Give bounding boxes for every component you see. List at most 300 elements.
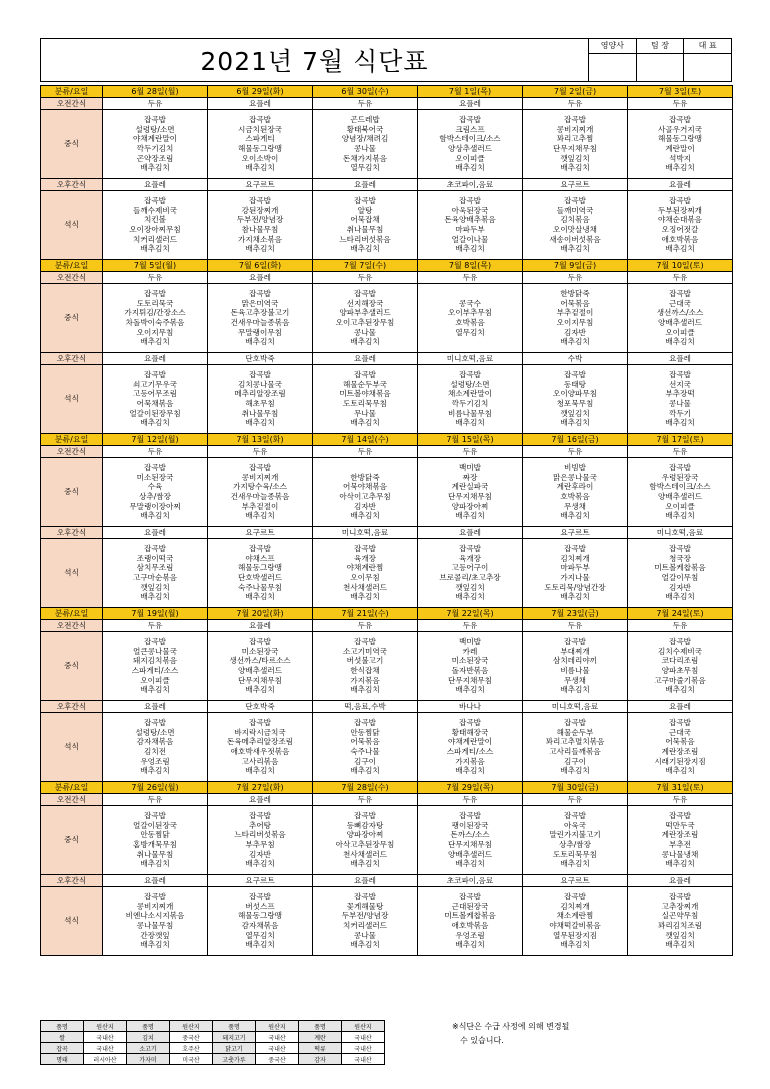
- legend-origin: 국내산: [256, 1043, 299, 1054]
- menu-item: 야채계란말이: [447, 737, 492, 747]
- lunch-cell: [628, 806, 733, 875]
- menu-item: 배추김치: [140, 244, 170, 254]
- week-header-row: [41, 260, 733, 272]
- lunch-label: 중식: [41, 458, 103, 527]
- menu-item: 마파두부: [455, 225, 485, 234]
- lunch-label: 중식: [41, 110, 103, 179]
- change-notice: [452, 1020, 569, 1048]
- menu-item: 미트볼케찹볶음: [444, 911, 496, 921]
- menu-item: 양배추샐러드: [237, 666, 282, 675]
- day-header: 7월 21일(수): [313, 608, 418, 620]
- dinner-cell: [418, 713, 523, 782]
- day-header: 7월 10일(토): [628, 260, 733, 272]
- pm-snack-cell: 요플레: [628, 353, 733, 365]
- menu-item: 얼갈이된장국: [132, 820, 177, 830]
- dinner-row: [41, 365, 733, 434]
- menu-item: 잡곡밥: [563, 892, 586, 902]
- legend-origin: 원산지: [170, 1021, 213, 1032]
- pm-snack-label: 오후간식: [41, 875, 103, 887]
- menu-item: 오이피클: [665, 501, 695, 511]
- menu-item: 배추김치: [350, 859, 380, 869]
- day-header: 7월 6일(화): [208, 260, 313, 272]
- week-header-row: [41, 434, 733, 446]
- approval-box: [589, 39, 731, 81]
- menu-item: 콩국수: [458, 298, 481, 308]
- menu-item: 스파게티/소스: [446, 747, 494, 756]
- dinner-cell: [313, 539, 418, 608]
- menu-item: 미트볼케찹볶음: [654, 563, 706, 573]
- menu-item: 잡곡밥: [248, 289, 271, 299]
- lunch-cell: [103, 632, 208, 701]
- menu-item: 김구이: [353, 756, 376, 766]
- week-header-row: [41, 782, 733, 794]
- pm-snack-cell: 요플레: [313, 353, 418, 365]
- menu-item: 가지튀김/간장소스: [124, 308, 186, 318]
- menu-item: 치커리샐러드: [132, 234, 177, 244]
- menu-item: 꽈리고추찜: [556, 134, 594, 144]
- day-header: 7월 16일(금): [523, 434, 628, 446]
- menu-item: 잡곡밥: [248, 115, 271, 125]
- menu-item: 알탕: [357, 205, 373, 215]
- legend-origin: 국내산: [84, 1043, 127, 1054]
- legend-food: 고춧가루: [213, 1054, 256, 1065]
- menu-item: 계란말이: [665, 144, 695, 153]
- legend-food: 닭고기: [213, 1043, 256, 1054]
- menu-item: 황태해장국: [451, 727, 489, 737]
- menu-item: 해물동그랑땡: [237, 144, 282, 153]
- menu-item: 배추김치: [665, 163, 695, 173]
- legend-food: 잡곡: [41, 1043, 84, 1054]
- menu-item: 배추김치: [350, 592, 380, 602]
- menu-item: 배추김치: [245, 859, 275, 869]
- dinner-cell: [313, 887, 418, 956]
- menu-item: 깻잎김치: [455, 582, 485, 592]
- menu-item: 배추김치: [560, 592, 590, 602]
- menu-item: 카레: [462, 646, 478, 656]
- menu-item: 안동찜닭: [140, 830, 170, 840]
- lunch-cell: [418, 806, 523, 875]
- menu-item: 콩비지찌개: [136, 901, 174, 911]
- menu-item: 근대국: [668, 727, 691, 737]
- lunch-cell: [208, 458, 313, 527]
- approval-dietitian: 영양사: [589, 39, 637, 53]
- menu-item: 배추김치: [245, 592, 275, 602]
- dinner-row: [41, 539, 733, 608]
- menu-item: 잡곡밥: [668, 544, 691, 554]
- menu-item: 배추김치: [665, 940, 695, 950]
- menu-item: 양배추샐러드: [447, 849, 492, 859]
- legend-food: 소고기: [127, 1043, 170, 1054]
- menu-item: 잡곡밥: [668, 289, 691, 299]
- am-snack-cell: 두유: [523, 794, 628, 806]
- menu-item: 미소된장국: [136, 472, 174, 482]
- day-header: 7월 1일(목): [418, 86, 523, 98]
- lunch-cell: [313, 458, 418, 527]
- menu-item: 배추김치: [350, 337, 380, 347]
- am-snack-cell: 두유: [313, 620, 418, 632]
- menu-item: 고구마순볶음: [132, 573, 177, 582]
- menu-item: 잡곡밥: [143, 718, 166, 728]
- pm-snack-row: [41, 179, 733, 191]
- menu-item: 잡곡밥: [458, 892, 481, 902]
- pm-snack-label: 오후간식: [41, 701, 103, 713]
- dinner-cell: [418, 365, 523, 434]
- menu-item: 두부전/양념장: [341, 911, 389, 921]
- note-line: 수 있습니다.: [460, 1036, 504, 1045]
- menu-item: 잡곡밥: [458, 544, 481, 554]
- menu-item: 잡곡밥: [353, 370, 376, 380]
- dinner-row: [41, 887, 733, 956]
- menu-item: 바지락시금치국: [234, 727, 286, 737]
- dinner-cell: [628, 713, 733, 782]
- day-header: 7월 24일(토): [628, 608, 733, 620]
- menu-item: 잡곡밥: [353, 811, 376, 821]
- dinner-cell: [313, 365, 418, 434]
- legend-origin: 원산지: [342, 1021, 385, 1032]
- menu-item: 김치찌개: [560, 553, 590, 563]
- menu-item: 양상추샐러드: [447, 144, 492, 153]
- pm-snack-cell: 미니호떡,음료: [418, 353, 523, 365]
- menu-item: 취나물무침: [346, 225, 384, 234]
- menu-item: 건새우마늘종볶음: [230, 318, 290, 327]
- menu-item: 깻잎김치: [560, 153, 590, 163]
- menu-item: 양념장/채려김: [341, 134, 389, 144]
- menu-item: 고사리들깨볶음: [549, 747, 601, 756]
- menu-item: 잡곡밥: [248, 544, 271, 554]
- menu-item: 해물순두부국: [342, 379, 387, 389]
- menu-item: 양파장아찌: [451, 501, 489, 511]
- menu-item: 시금치된장국: [237, 124, 282, 134]
- menu-item: 크림스프: [455, 124, 485, 134]
- menu-item: 잡곡밥: [248, 370, 271, 380]
- menu-item: 잡곡밥: [353, 196, 376, 206]
- legend-food: 계란: [299, 1032, 342, 1043]
- menu-item: 김치찌개: [560, 901, 590, 911]
- legend-food: 떡류: [299, 1043, 342, 1054]
- menu-item: 무말랭이장아찌: [129, 501, 181, 511]
- pm-snack-cell: 요구르트: [523, 179, 628, 191]
- pm-snack-cell: 요플레: [103, 701, 208, 713]
- menu-item: 오이피클: [455, 153, 485, 163]
- menu-item: 잡곡밥: [563, 544, 586, 554]
- lunch-cell: [628, 458, 733, 527]
- menu-item: 한식잡채: [350, 666, 380, 675]
- legend-origin: 중국산: [256, 1054, 299, 1065]
- menu-item: 김치전: [143, 747, 166, 756]
- dinner-cell: [418, 887, 523, 956]
- menu-item: 배추김치: [455, 940, 485, 950]
- menu-item: 무말랭이무침: [237, 327, 282, 337]
- pm-snack-cell: 요플레: [418, 527, 523, 539]
- am-snack-cell: 두유: [523, 446, 628, 458]
- legend-food: 돼지고기: [213, 1032, 256, 1043]
- am-snack-label: 오전간식: [41, 272, 103, 284]
- menu-item: 양배추샐러드: [657, 492, 702, 501]
- am-snack-cell: 두유: [103, 620, 208, 632]
- menu-item: 부추겉절이: [241, 501, 279, 511]
- menu-item: 고등어무조림: [132, 389, 177, 399]
- day-header: 7월 13일(화): [208, 434, 313, 446]
- menu-item: 사골우거지국: [657, 124, 702, 134]
- menu-item: 어묵잡채: [350, 215, 380, 225]
- am-snack-cell: 두유: [103, 98, 208, 110]
- menu-item: 간장깻잎: [140, 930, 170, 940]
- menu-item: 오이양파무침: [552, 389, 597, 399]
- pm-snack-cell: 요플레: [103, 527, 208, 539]
- menu-item: 배추김치: [665, 511, 695, 521]
- menu-item: 배추김치: [665, 244, 695, 254]
- menu-item: 배추김치: [455, 766, 485, 776]
- menu-item: 곤드레밥: [350, 115, 380, 125]
- menu-item: 새송이버섯볶음: [549, 234, 601, 244]
- menu-item: 배추김치: [245, 511, 275, 521]
- dinner-row: [41, 191, 733, 260]
- am-snack-cell: 두유: [418, 620, 523, 632]
- dinner-cell: [208, 191, 313, 260]
- dinner-label: 석식: [41, 887, 103, 956]
- menu-item: 잡곡밥: [143, 370, 166, 380]
- menu-item: 스파게티: [245, 134, 275, 144]
- menu-item: 설렁탕/소면: [135, 124, 175, 134]
- menu-item: 배추김치: [455, 418, 485, 428]
- menu-item: 배추김치: [140, 592, 170, 602]
- am-snack-cell: 두유: [418, 272, 523, 284]
- menu-item: 깻잎김치: [665, 930, 695, 940]
- day-header: 7월 14일(수): [313, 434, 418, 446]
- menu-item: 배추김치: [140, 766, 170, 776]
- day-header: 7월 7일(수): [313, 260, 418, 272]
- category-label: 분류/요일: [41, 86, 103, 98]
- menu-item: 돈육메추리알장조림: [226, 737, 294, 747]
- menu-item: 배추김치: [140, 163, 170, 173]
- menu-item: 잡곡밥: [353, 544, 376, 554]
- lunch-cell: [523, 458, 628, 527]
- menu-item: 쇠고기무우국: [132, 379, 177, 389]
- menu-item: 맑은콩나물국: [552, 472, 597, 482]
- dinner-cell: [103, 365, 208, 434]
- menu-item: 치킨볼: [143, 215, 166, 225]
- menu-item: 꽃게해물탕: [346, 901, 384, 911]
- menu-item: 감자채볶음: [241, 921, 279, 930]
- menu-item: 배추김치: [560, 244, 590, 254]
- menu-item: 코다리조림: [661, 656, 699, 666]
- menu-item: 잡곡밥: [563, 196, 586, 206]
- menu-item: 가지볶음: [350, 675, 380, 685]
- menu-item: 잡곡밥: [458, 196, 481, 206]
- menu-item: 선지해장국: [346, 298, 384, 308]
- day-header: 7월 3일(토): [628, 86, 733, 98]
- am-snack-cell: 두유: [523, 272, 628, 284]
- menu-item: 두부된장찌개: [657, 205, 702, 215]
- menu-item: 잡곡밥: [563, 370, 586, 380]
- category-label: 분류/요일: [41, 434, 103, 446]
- menu-item: 마파두부: [560, 563, 590, 573]
- menu-item: 오이피클: [140, 675, 170, 685]
- menu-item: 돼지김치볶음: [132, 656, 177, 666]
- legend-origin: 국내산: [256, 1032, 299, 1043]
- lunch-cell: [208, 632, 313, 701]
- menu-item: 배추김치: [140, 511, 170, 521]
- menu-item: 잡곡밥: [668, 811, 691, 821]
- menu-item: 잡곡밥: [668, 718, 691, 728]
- legend-origin: 미국산: [170, 1054, 213, 1065]
- menu-item: 깻잎김치: [560, 408, 590, 418]
- menu-item: 아삭이고추무침: [339, 492, 391, 501]
- legend-origin: 국내산: [84, 1032, 127, 1043]
- menu-item: 배추김치: [560, 940, 590, 950]
- menu-item: 배추김치: [245, 337, 275, 347]
- legend-origin: 러시아산: [84, 1054, 127, 1065]
- menu-item: 가지볶음: [455, 756, 485, 766]
- menu-item: 도토리묵/양념간장: [544, 582, 606, 592]
- menu-item: 근대된장국: [451, 901, 489, 911]
- legend-food: 감자: [299, 1054, 342, 1065]
- pm-snack-cell: 초코파이,음료: [418, 179, 523, 191]
- menu-item: 김치수제비국: [657, 646, 702, 656]
- menu-item: 상추/쌈장: [139, 492, 171, 501]
- am-snack-label: 오전간식: [41, 446, 103, 458]
- menu-item: 배추김치: [455, 511, 485, 521]
- menu-item: 콩나물: [668, 399, 691, 408]
- menu-item: 배추김치: [665, 592, 695, 602]
- menu-item: 배추김치: [140, 337, 170, 347]
- approval-sign-slot: [684, 54, 731, 81]
- pm-snack-label: 오후간식: [41, 353, 103, 365]
- menu-item: 김자반: [353, 501, 376, 511]
- menu-item: [313, 463, 417, 473]
- menu-item: 돈까스/소스: [450, 830, 490, 840]
- menu-item: 잡곡밥: [248, 196, 271, 206]
- legend-food: 품명: [127, 1021, 170, 1032]
- lunch-cell: [313, 806, 418, 875]
- pm-snack-cell: 미니호떡,음료: [523, 701, 628, 713]
- menu-item: 삼치무조림: [136, 563, 174, 573]
- menu-item: 아삭고추된장무침: [335, 840, 395, 849]
- origin-legend: [40, 1020, 385, 1065]
- am-snack-cell: 두유: [208, 446, 313, 458]
- menu-item: 잡곡밥: [143, 892, 166, 902]
- menu-item: 양파초무침: [661, 666, 699, 675]
- day-header: 7월 27일(화): [208, 782, 313, 794]
- am-snack-cell: 두유: [103, 446, 208, 458]
- menu-item: 들깨미역국: [556, 205, 594, 215]
- dinner-cell: [103, 539, 208, 608]
- pm-snack-cell: 요구르트: [208, 875, 313, 887]
- menu-item: 등뼈감자탕: [346, 820, 384, 830]
- dinner-cell: [208, 713, 313, 782]
- day-header: 6월 29일(화): [208, 86, 313, 98]
- am-snack-cell: 두유: [418, 794, 523, 806]
- menu-item: 함박스테이크/소스: [649, 482, 711, 492]
- lunch-cell: [523, 632, 628, 701]
- pm-snack-cell: 요플레: [313, 179, 418, 191]
- menu-item: 호박볶음: [560, 492, 590, 501]
- menu-item: 오이무침: [350, 573, 380, 582]
- menu-item: 야채떡갈비볶음: [549, 921, 601, 930]
- menu-item: 김자반: [248, 849, 271, 859]
- menu-item: 동태탕: [563, 379, 586, 389]
- lunch-cell: [208, 110, 313, 179]
- pm-snack-cell: 단호박죽: [208, 701, 313, 713]
- menu-item: 김구이: [563, 756, 586, 766]
- menu-item: 꽈리김치조림: [657, 921, 702, 930]
- day-header: 7월 8일(목): [418, 260, 523, 272]
- menu-item: 배추김치: [245, 244, 275, 254]
- category-label: 분류/요일: [41, 782, 103, 794]
- day-header: 7월 26일(월): [103, 782, 208, 794]
- menu-item: 돈채가지볶음: [342, 153, 387, 163]
- menu-item: 잡곡밥: [563, 637, 586, 647]
- menu-item: 얼갈이무침: [661, 573, 699, 582]
- category-label: 분류/요일: [41, 608, 103, 620]
- menu-item: 계란실파국: [451, 482, 489, 492]
- menu-item: 버섯불고기: [346, 656, 384, 666]
- dinner-cell: [523, 713, 628, 782]
- menu-item: 근대국: [668, 298, 691, 308]
- menu-item: 한방닭죽: [560, 289, 590, 299]
- menu-item: 배추김치: [455, 163, 485, 173]
- menu-item: 오이피클: [665, 327, 695, 337]
- menu-item: 김자반: [563, 327, 586, 337]
- menu-item: 콩나물: [353, 930, 376, 940]
- menu-item: 오이지무침: [556, 318, 594, 327]
- menu-item: 시래기된장지짐: [654, 756, 706, 766]
- lunch-label: 중식: [41, 284, 103, 353]
- lunch-cell: [103, 806, 208, 875]
- menu-item: 배추김치: [245, 940, 275, 950]
- menu-item: 배추김치: [665, 685, 695, 695]
- menu-item: 배추김치: [350, 418, 380, 428]
- menu-item: 배추김치: [245, 766, 275, 776]
- dinner-cell: [313, 713, 418, 782]
- menu-item: 콩나물: [353, 327, 376, 337]
- lunch-row: [41, 110, 733, 179]
- menu-item: 해물동그랑땡: [657, 134, 702, 144]
- menu-item: 육개장: [353, 553, 376, 563]
- menu-item: 부추겉절이: [556, 308, 594, 318]
- menu-item: 실곤약무침: [661, 911, 699, 921]
- am-snack-cell: 요플레: [208, 620, 313, 632]
- am-snack-label: 오전간식: [41, 620, 103, 632]
- pm-snack-label: 오후간식: [41, 179, 103, 191]
- menu-item: 백미밥: [458, 463, 481, 473]
- menu-item: 느타리버섯볶음: [339, 234, 391, 244]
- menu-item: 한방닭죽: [350, 472, 380, 482]
- menu-item: 배추김치: [245, 418, 275, 428]
- menu-item: 채소계란찜: [556, 911, 594, 921]
- menu-item: 우렁된장국: [661, 472, 699, 482]
- menu-item: 배추김치: [665, 859, 695, 869]
- menu-item: 배추김치: [245, 163, 275, 173]
- menu-item: 잡곡밥: [458, 115, 481, 125]
- pm-snack-cell: 요구르트: [208, 179, 313, 191]
- pm-snack-cell: 요구르트: [523, 527, 628, 539]
- menu-item: 비엔나소시지볶음: [125, 911, 185, 921]
- pm-snack-cell: 요구르트: [208, 527, 313, 539]
- day-header: 7월 29일(목): [418, 782, 523, 794]
- menu-item: 해초무침: [245, 399, 275, 408]
- dinner-cell: [103, 887, 208, 956]
- menu-item: 안동찜닭: [350, 727, 380, 737]
- menu-item: 취나물무침: [241, 408, 279, 418]
- menu-item: 잡곡밥: [248, 718, 271, 728]
- legend-origin: 원산지: [84, 1021, 127, 1032]
- legend-origin: 중국산: [170, 1032, 213, 1043]
- menu-item: 감자채볶음: [136, 737, 174, 747]
- menu-item: 오이소박이: [241, 153, 279, 163]
- menu-item: 청국장: [668, 553, 691, 563]
- day-header: 6월 30일(수): [313, 86, 418, 98]
